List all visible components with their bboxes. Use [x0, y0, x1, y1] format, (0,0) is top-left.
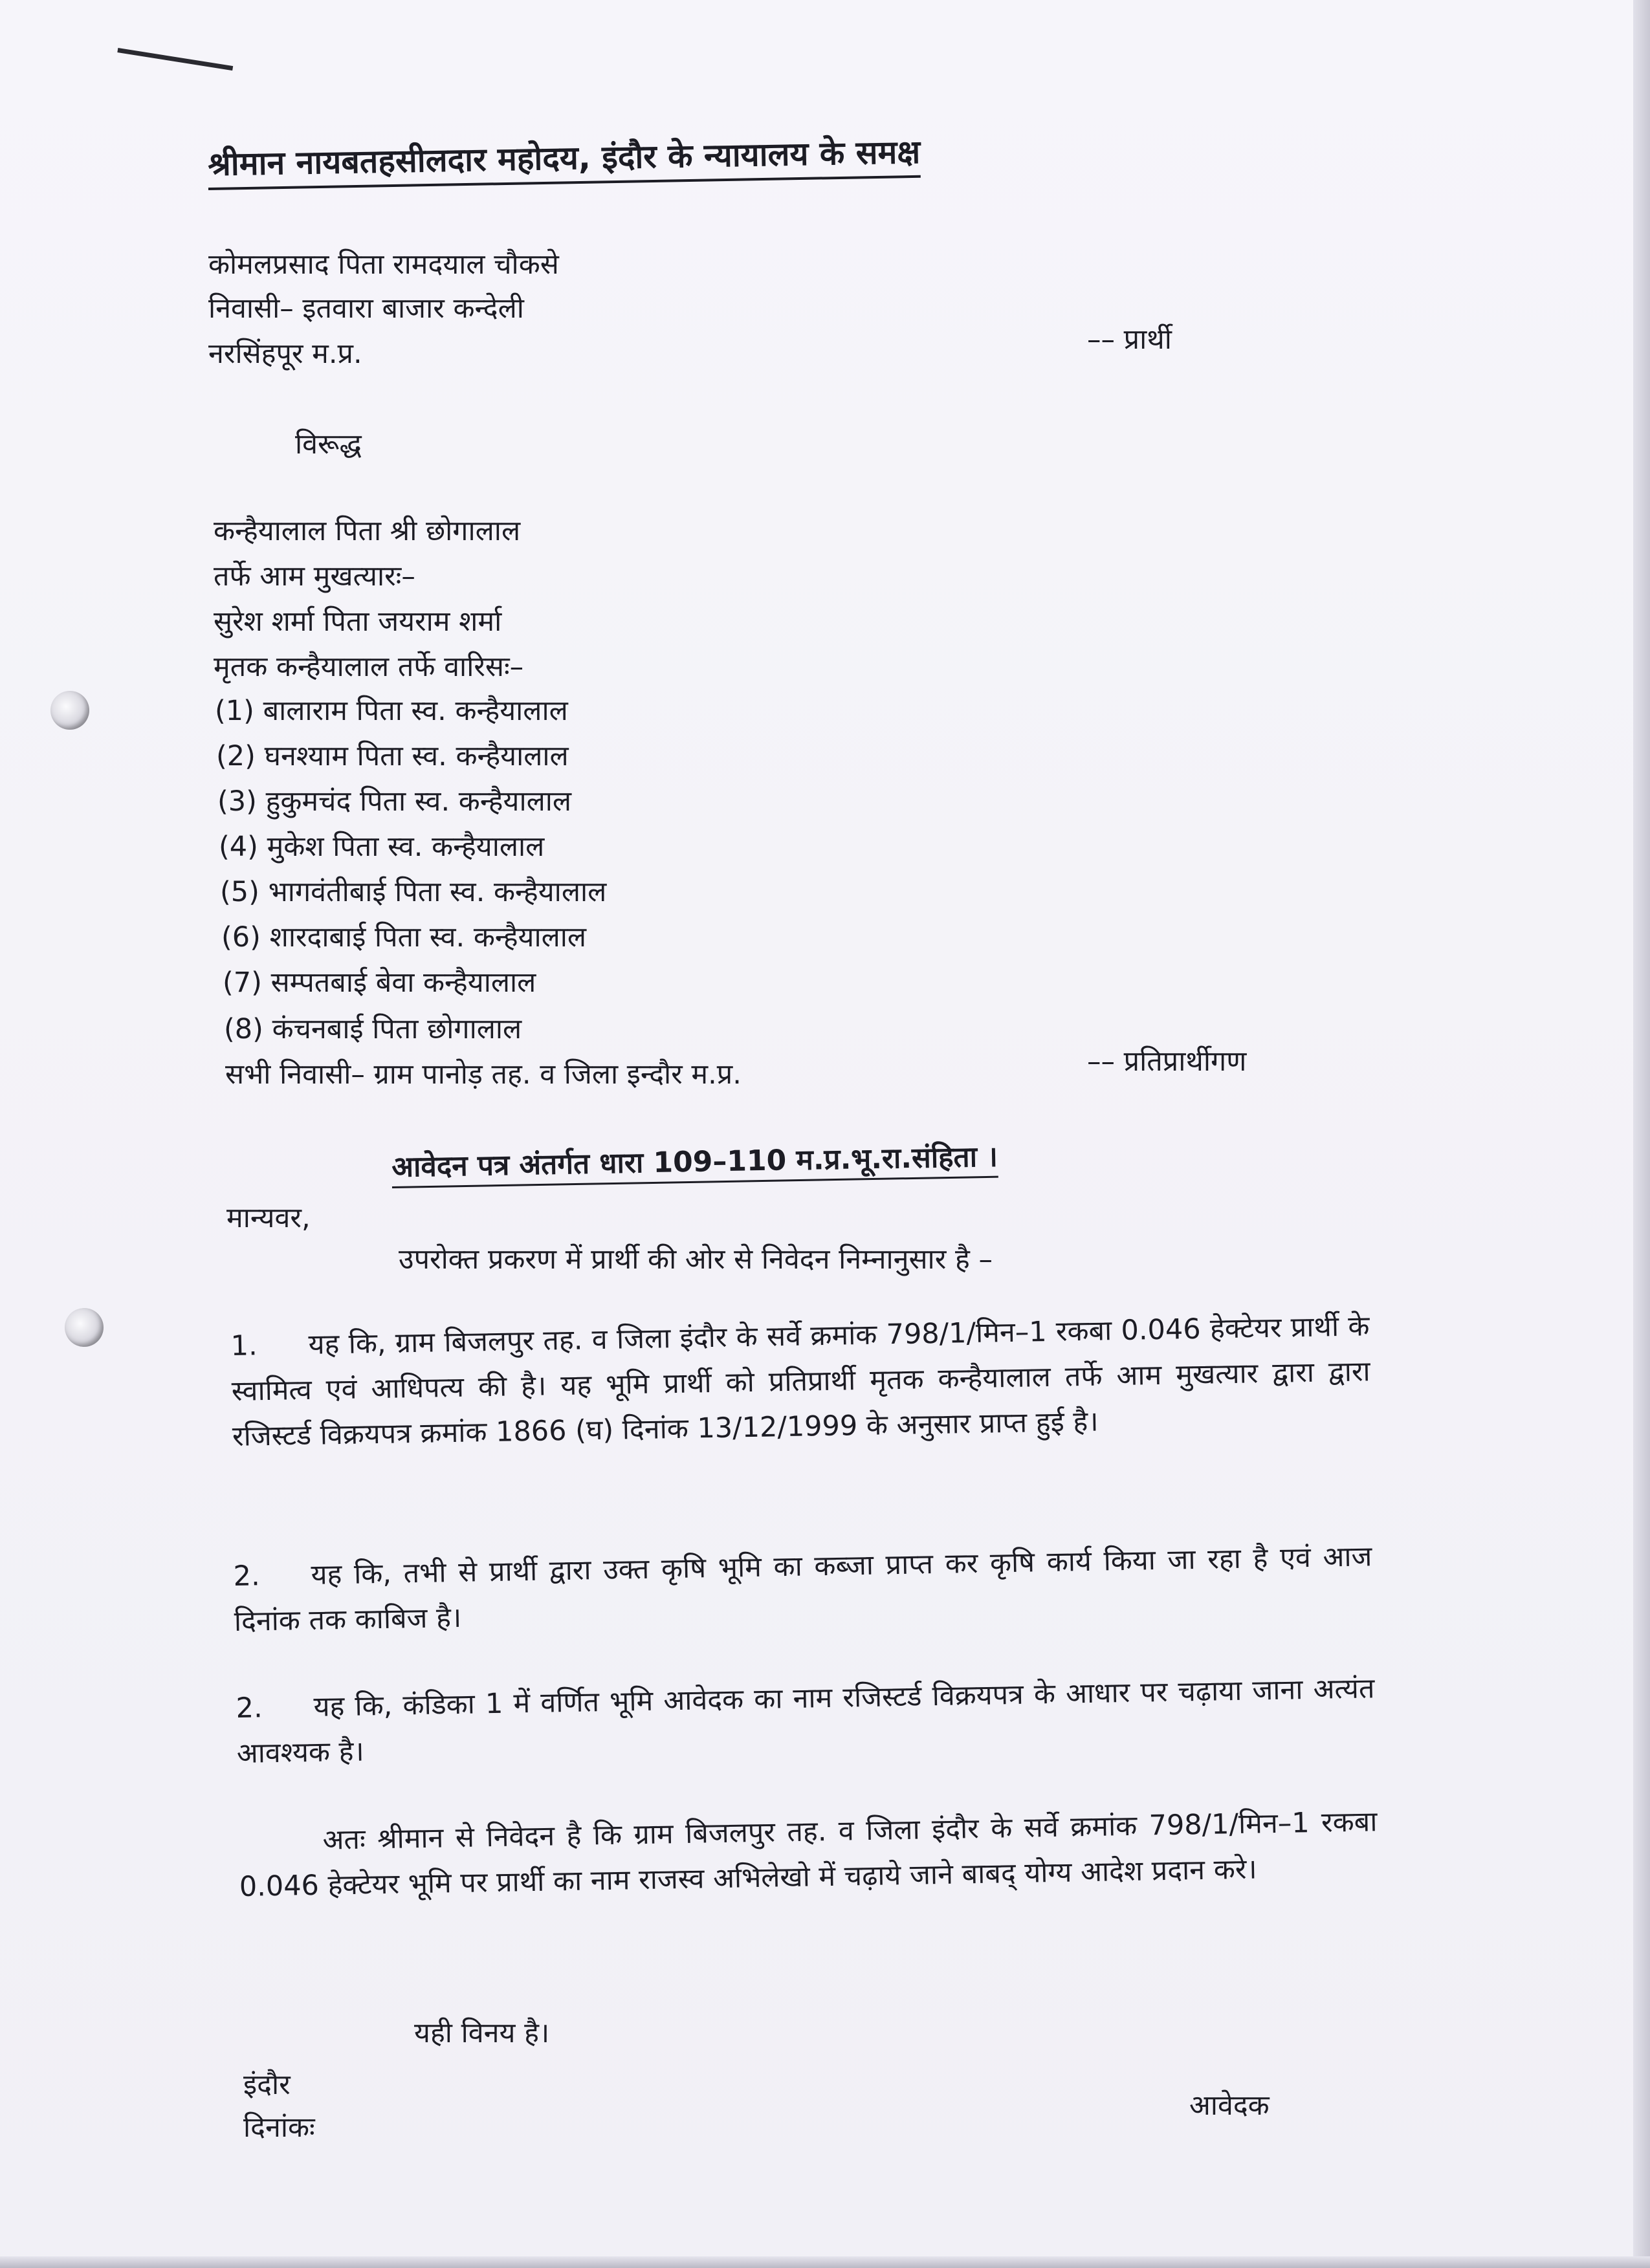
- heir-item: (2) घनश्याम पिता स्व. कन्हैयालाल: [216, 740, 569, 772]
- paragraph-text: यह कि, ग्राम बिजलपुर तह. व जिला इंदौर के सर्वे क्रमांक 798/1/मिन–1 रकबा 0.046 हेक्टेयर प्रार्थी के स्वामित्व एवं आधिपत्य की है। यह भूमि प्रार्थी को प्रतिप्रार्थी मृतक कन्हैयालाल तर्फे आम मुखत्यार द्वारा द्वारा रजिस्टर्ड विक्रयपत्र क्रमांक 1866 (घ) दिनांक 13/12/1999 के अनुसार प्राप्त हुई है।: [231, 1310, 1371, 1453]
- punch-hole-top: [50, 691, 89, 730]
- prayer-paragraph: अतः श्रीमान से निवेदन है कि ग्राम बिजलपुर तह. व जिला इंदौर के सर्वे क्रमांक 798/1/मिन–1 रकबा 0.046 हेक्टेयर भूमि पर प्रार्थी का नाम राजस्व अभिलेखो में चढ़ाये जाने बाबद् योग्य आदेश प्रदान करे।: [239, 1805, 1378, 1903]
- versus-label: विरूद्ध: [295, 428, 362, 461]
- respondent-line-3: सुरेश शर्मा पिता जयराम शर्मा: [214, 605, 502, 638]
- paragraph-number: 2.: [233, 1560, 261, 1593]
- application-subject: आवेदन पत्र अंतर्गत धारा 109–110 म.प्र.भू.रा.संहिता ।: [391, 1136, 998, 1188]
- date-label: दिनांकः: [243, 2111, 315, 2144]
- signatory-label: आवेदक: [1189, 2089, 1270, 2122]
- applicant-line-1: कोमलप्रसाद पिता रामदयाल चौकसे: [208, 248, 559, 281]
- applicant-line-2: निवासी– इतवारा बाजार कन्देली: [208, 292, 524, 325]
- page-edge-bottom: [0, 2256, 1650, 2268]
- paragraph-number: 1.: [230, 1329, 258, 1362]
- respondent-line-4: मृतक कन्हैयालाल तर्फे वारिसः–: [214, 651, 524, 683]
- respondent-line-2: तर्फे आम मुखत्यारः–: [214, 560, 415, 593]
- paragraph-number: 2.: [236, 1692, 263, 1725]
- paragraph-2: [233, 1534, 1373, 1644]
- paragraph-text: यह कि, कंडिका 1 में वर्णित भूमि आवेदक का नाम रजिस्टर्ड विक्रयपत्र के आधार पर चढ़ाया जाना अत्यंत आवश्यक है।: [236, 1672, 1375, 1770]
- staple-mark: [116, 48, 233, 77]
- respondents-role: –– प्रतिप्रार्थीगण: [1087, 1045, 1247, 1078]
- applicant-role: –– प्रार्थी: [1087, 323, 1172, 356]
- place-label: इंदौर: [243, 2069, 291, 2101]
- salutation: मान्यवर,: [226, 1202, 311, 1234]
- page-edge-right: [1633, 0, 1650, 2268]
- paragraph-3: [236, 1666, 1376, 1776]
- applicant-line-3: नरसिंहपूर म.प्र.: [208, 338, 362, 370]
- heir-item: (8) कंचनबाई पिता छोगालाल: [224, 1013, 522, 1045]
- paragraph-text: यह कि, तभी से प्रार्थी द्वारा उक्त कृषि भूमि का कब्जा प्राप्त कर कृषि कार्य किया जा रहा है एवं आज दिनांक तक काबिज है।: [234, 1540, 1372, 1638]
- closing-line: यही विनय है।: [414, 2017, 550, 2049]
- paragraph-1: [230, 1303, 1371, 1459]
- respondent-line-1: कन्हैयालाल पिता श्री छोगालाल: [214, 515, 521, 547]
- heir-item: (4) मुकेश पिता स्व. कन्हैयालाल: [219, 831, 545, 863]
- heir-item: (6) शारदाबाई पिता स्व. कन्हैयालाल: [221, 921, 587, 954]
- heir-item: (7) सम्पतबाई बेवा कन्हैयालाल: [223, 966, 536, 999]
- respondents-residence: सभी निवासी– ग्राम पानोड़ तह. व जिला इन्दौर म.प्र.: [225, 1058, 742, 1091]
- heir-item: (3) हुकुमचंद पिता स्व. कन्हैयालाल: [217, 785, 572, 818]
- intro-line: उपरोक्त प्रकरण में प्रार्थी की ओर से निवेदन निम्नानुसार है –: [399, 1243, 993, 1276]
- document-heading: श्रीमान नायबतहसीलदार महोदय, इंदौर के न्यायालय के समक्ष: [208, 129, 921, 190]
- heir-item: (1) बालाराम पिता स्व. कन्हैयालाल: [215, 695, 568, 727]
- heir-item: (5) भागवंतीबाई पिता स्व. कन्हैयालाल: [220, 876, 607, 908]
- punch-hole-bottom: [65, 1308, 104, 1347]
